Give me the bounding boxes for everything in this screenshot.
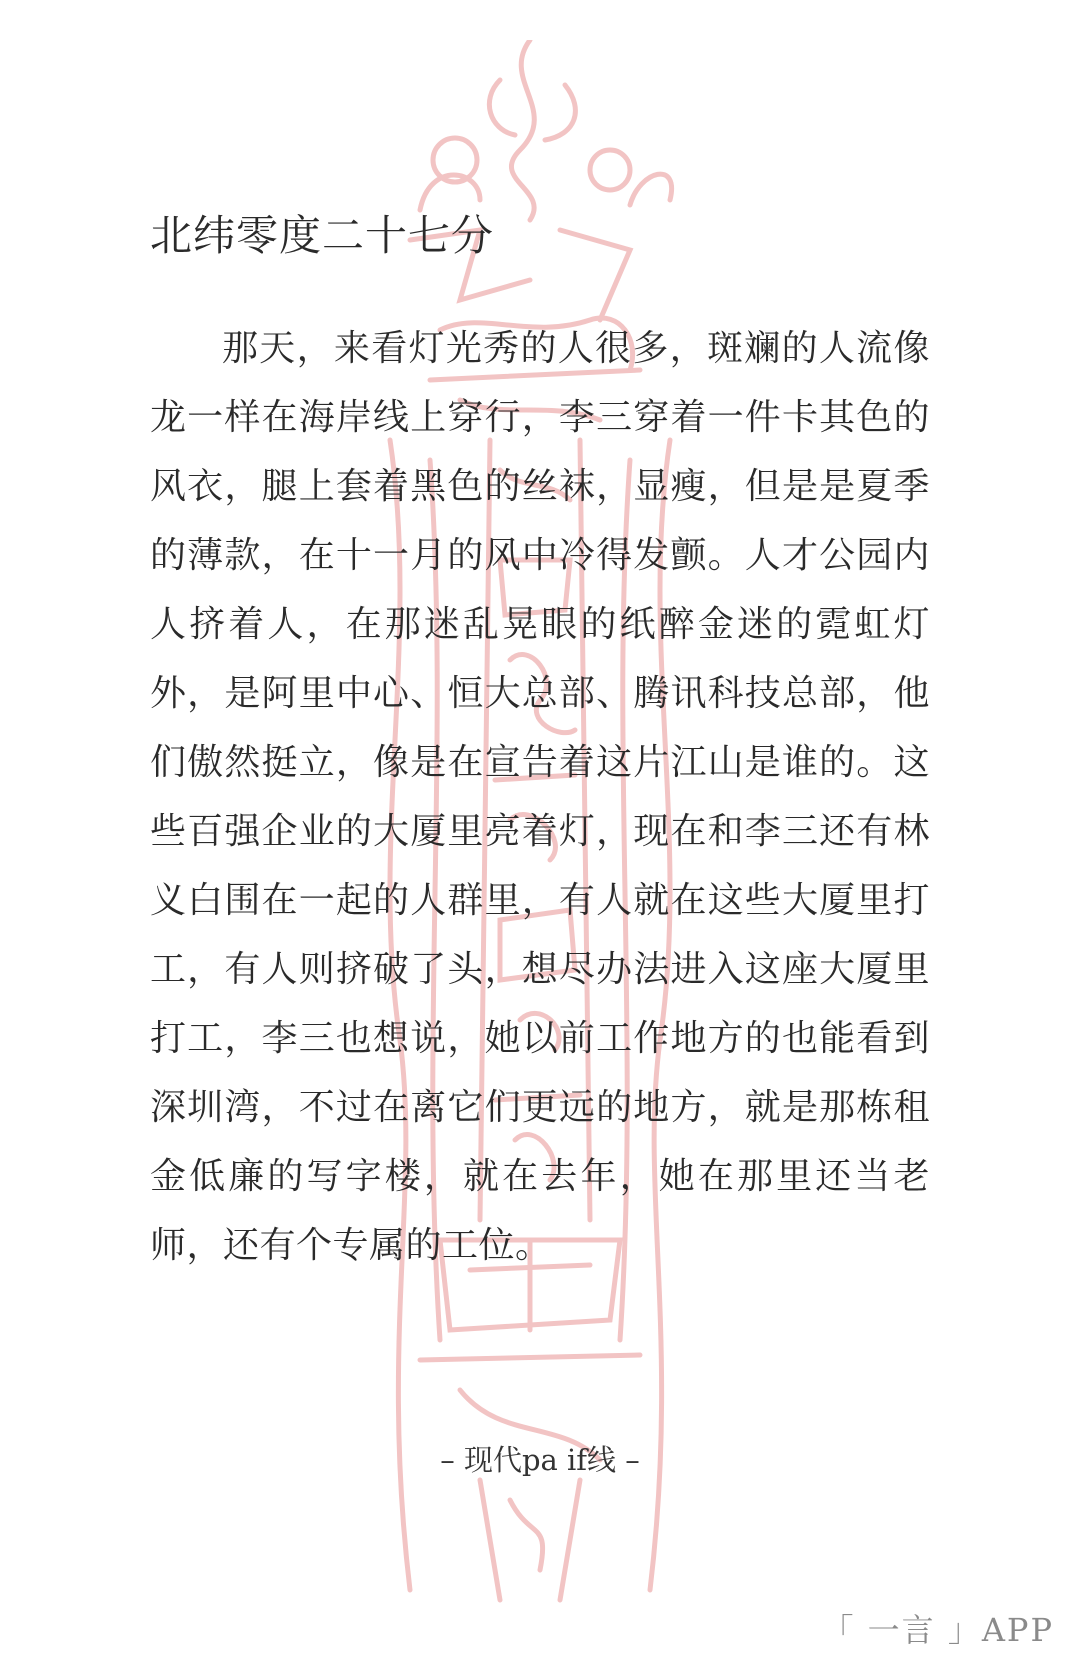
article-body: 那天，来看灯光秀的人很多，斑斓的人流像龙一样在海岸线上穿行，李三穿着一件卡其色的风衣，腿上套着黑色的丝袜，显瘦，但是是夏季的薄款，在十一月的风中冷得发颤。人才公园内人挤着人，在那迷乱晃眼的纸醉金迷的霓虹灯外，是阿里中心、恒大总部、腾讯科技总部，他们傲然挺立，像是在宣告着这片江山是谁的。这些百强企业的大厦里亮着灯，现在和李三还有林义白围在一起的人群里，有人就在这些大厦里打工，有人则挤破了头，想尽办法进入这座大厦里打工，李三也想说，她以前工作地方的也能看到深圳湾，不过在离它们更远的地方，就是那栋租金低廉的写字楼，就在去年，她在那里还当老师，还有个专属的工位。	[150, 328, 930, 1266]
author-line: – 现代pa if线 –	[440, 1443, 640, 1477]
app-watermark: 「 一言 」APP	[821, 1611, 1054, 1649]
article-title: 北纬零度二十七分	[150, 211, 495, 260]
